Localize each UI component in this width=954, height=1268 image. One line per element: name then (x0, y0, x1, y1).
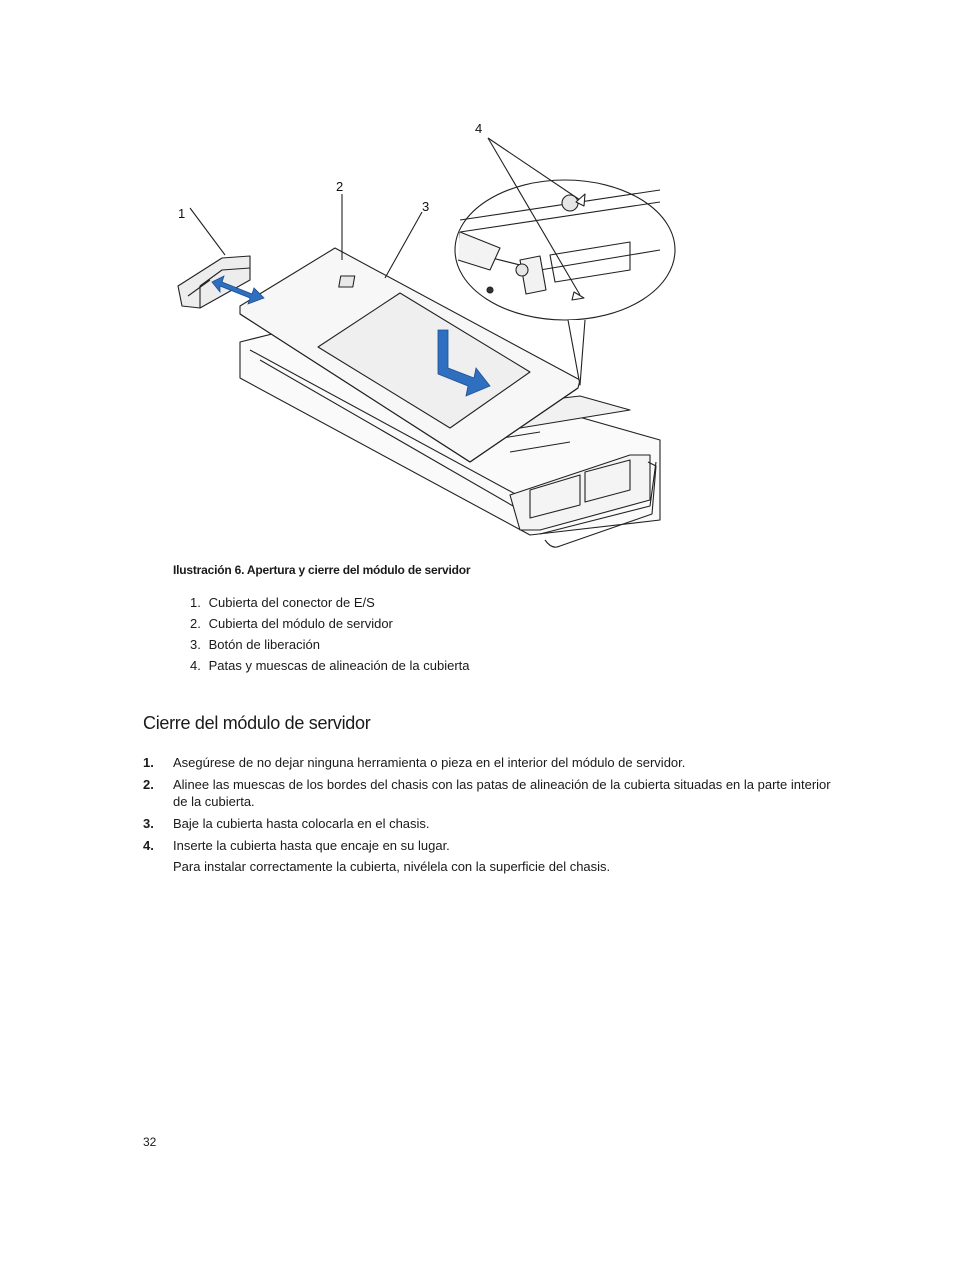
legend-number: 3. (190, 637, 201, 652)
figure-legend (190, 594, 470, 678)
release-button (339, 276, 355, 287)
callout-3: 3 (422, 199, 430, 214)
legend-item (190, 594, 470, 615)
legend-text: Patas y muescas de alineación de la cubierta (208, 658, 470, 673)
legend-number: 1. (190, 595, 201, 610)
step-item (143, 837, 843, 875)
step-text: Baje la cubierta hasta colocarla en el chasis. (173, 816, 430, 831)
step-number: 3. (143, 816, 154, 831)
step-item (143, 754, 843, 771)
callout-1: 1 (178, 206, 186, 221)
procedure-steps (143, 754, 843, 880)
step-text: Asegúrese de no dejar ninguna herramienta o pieza en el interior del módulo de servidor. (173, 755, 686, 770)
page-number: 32 (143, 1135, 157, 1149)
step-item (143, 815, 843, 832)
legend-number: 2. (190, 616, 201, 631)
step-number: 1. (143, 755, 154, 770)
legend-item (190, 615, 470, 636)
server-module-illustration (160, 110, 700, 558)
figure-caption: Ilustración 6. Apertura y cierre del módulo de servidor (173, 563, 471, 577)
legend-text: Cubierta del módulo de servidor (208, 616, 393, 631)
legend-item (190, 657, 470, 678)
callout-2: 2 (336, 179, 344, 194)
legend-text: Cubierta del conector de E/S (208, 595, 375, 610)
legend-number: 4. (190, 658, 201, 673)
step-number: 2. (143, 777, 154, 792)
legend-text: Botón de liberación (208, 637, 320, 652)
callout-4: 4 (475, 121, 483, 136)
section-title: Cierre del módulo de servidor (143, 713, 371, 733)
step-number: 4. (143, 838, 154, 853)
step-text: Alinee las muescas de los bordes del chasis con las patas de alineación de la cubierta situadas en la parte interior de la cubierta. (173, 777, 831, 809)
callout-leader-3 (385, 212, 422, 278)
legend-item (190, 636, 470, 657)
step-text: Inserte la cubierta hasta que encaje en su lugar. (173, 838, 450, 853)
server-module-drawing (160, 110, 700, 558)
step-note: Para instalar correctamente la cubierta, nivélela con la superficie del chasis. (173, 859, 611, 874)
step-item (143, 776, 843, 810)
callout-leader-1 (190, 208, 225, 255)
